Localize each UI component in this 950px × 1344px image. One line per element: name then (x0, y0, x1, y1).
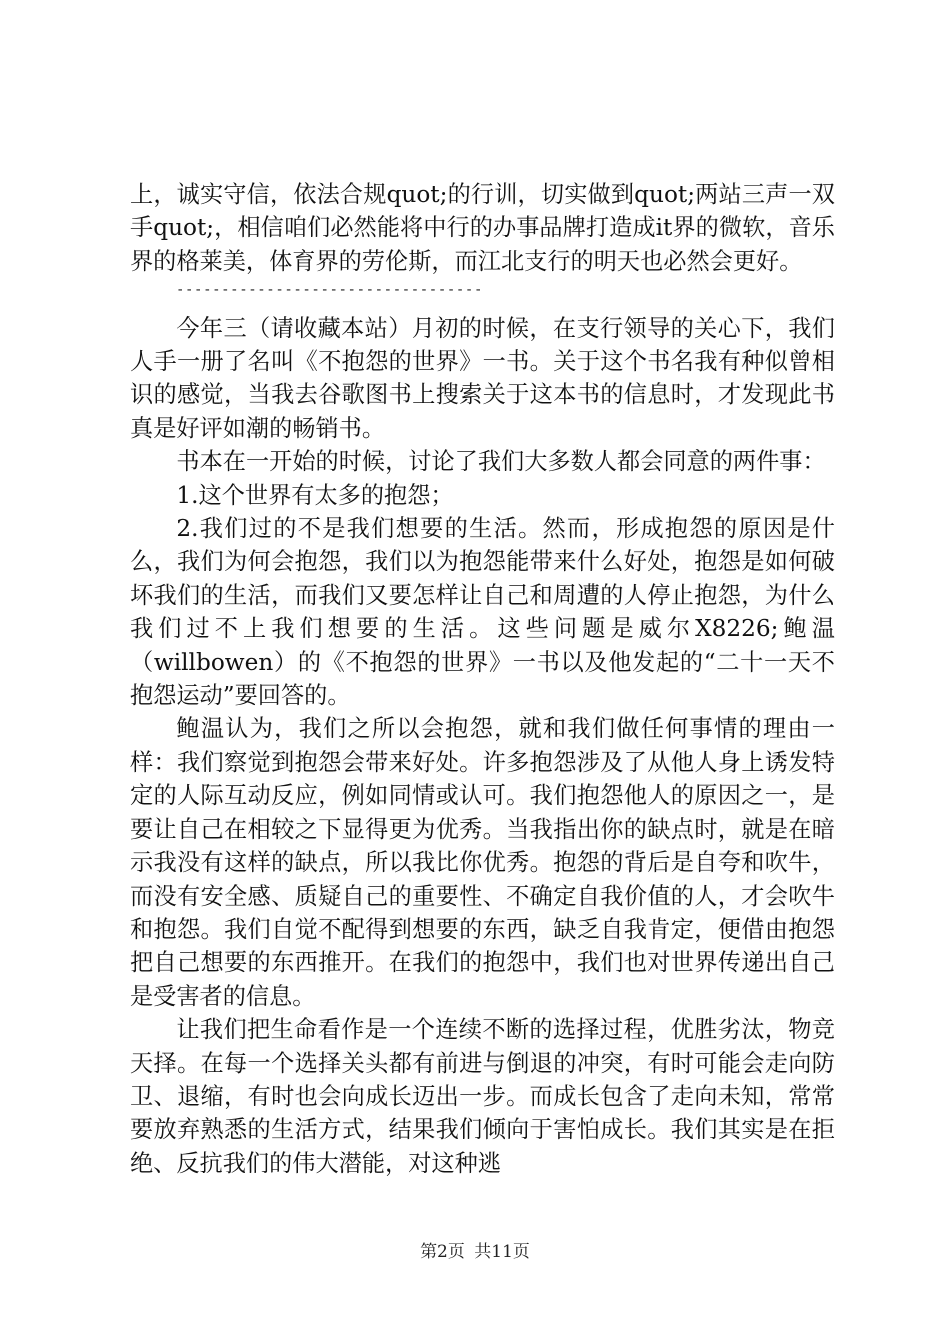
paragraph-bowen: 鲍温认为，我们之所以会抱怨，就和我们做任何事情的理由一样：我们察觉到抱怨会带来好处。许多抱怨涉及了从他人身上诱发特定的人际互动反应，例如同情或认可。我们抱怨他人的原因之一，是要让自己在相较之下显得更为优秀。当我指出你的缺点时，就是在暗示我没有这样的缺点，所以我比你优秀。抱怨的背后是自夸和吹牛，而没有安全感、质疑自己的重要性、不确定自我价值的人，才会吹牛和抱怨。我们自觉不配得到想要的东西，缺乏自我肯定，便借由抱怨把自己想要的东西推开。在我们的抱怨中，我们也对世界传递出自己是受害者的信息。 (130, 715, 835, 1010)
paragraph-two-things: 书本在一开始的时候，讨论了我们大多数人都会同意的两件事： (176, 448, 826, 476)
page-number: 第2页 (420, 1242, 465, 1262)
paragraph-continuation: 上，诚实守信，依法合规quot;的行训，切实做到quot;两站三声一双手quot;，相信咱们必然能将中行的办事品牌打造成it界的微软，音乐界的格莱美，体育界的劳伦斯，而江北支行的明天也必然会更好。 (130, 181, 835, 275)
document-body (130, 178, 835, 1180)
paragraph-intro: 今年三（请收藏本站）月初的时候，在支行领导的关心下，我们人手一册了名叫《不抱怨的世界》一书。关于这个书名我有种似曾相识的感觉，当我去谷歌图书上搜索关于这本书的信息时，才发现此书真是好评如潮的畅销书。 (130, 314, 835, 442)
list-item-1: 1.这个世界有太多的抱怨； (176, 481, 454, 509)
page-footer (0, 1240, 950, 1264)
page-total: 共11页 (474, 1242, 530, 1262)
paragraph-life-choices: 让我们把生命看作是一个连续不断的选择过程，优胜劣汰，物竞天择。在每一个选择关头都有前进与倒退的冲突，有时可能会走向防卫、退缩，有时也会向成长迈出一步。而成长包含了走向未知，常常要放弃熟悉的生活方式，结果我们倾向于害怕成长。我们其实是在拒绝、反抗我们的伟大潜能，对这种逃 (130, 1016, 835, 1177)
list-item-2: 2.我们过的不是我们想要的生活。然而，形成抱怨的原因是什么，我们为何会抱怨，我们以为抱怨能带来什么好处，抱怨是如何破坏我们的生活，而我们又要怎样让自己和周遭的人停止抱怨，为什么我们过不上我们想要的生活。这些问题是威尔X8226;鲍温（willbowen）的《不抱怨的世界》一书以及他发起的“二十一天不抱怨运动”要回答的。 (130, 515, 835, 710)
separator-line: ---------------------------------- (176, 282, 483, 299)
